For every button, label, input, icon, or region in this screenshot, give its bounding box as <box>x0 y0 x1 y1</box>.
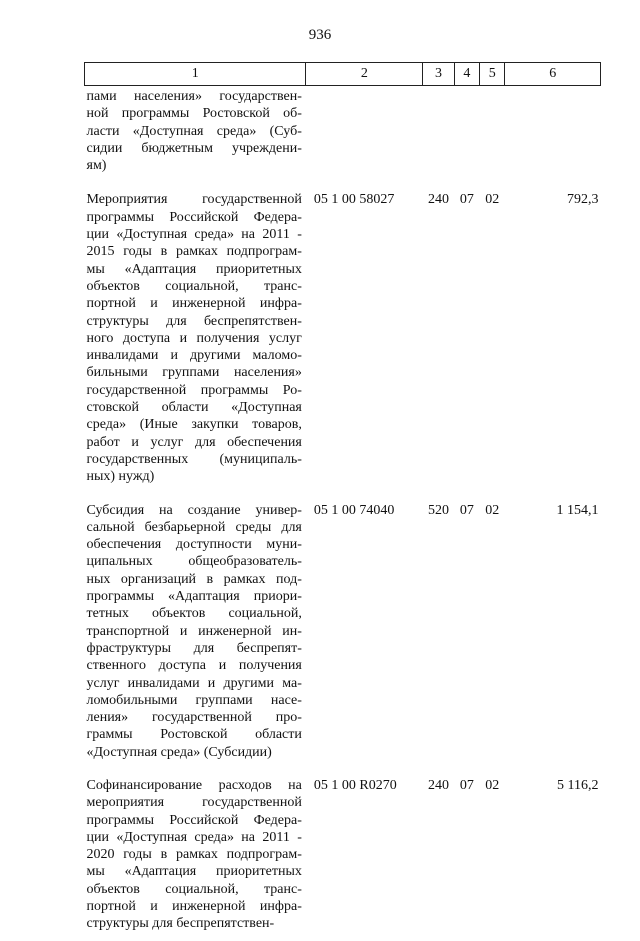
description-line: структуры для беспрепятствен- <box>86 916 275 932</box>
description-line: программы Российской Федера- <box>86 209 302 225</box>
row-description <box>85 769 306 941</box>
row-amount: 1 154,1 <box>556 502 599 518</box>
description-line: сальной безбарьерной среды для <box>86 519 302 535</box>
description-line: среда» (Иные закупки товаров, <box>86 417 302 433</box>
header-col-5: 5 <box>480 63 505 86</box>
description-line: программы «Адаптация приори- <box>86 589 302 605</box>
row-description-text <box>85 88 306 174</box>
description-line: Софинансирование расходов на <box>86 777 302 793</box>
description-line: мы «Адаптация приоритетных <box>86 261 302 277</box>
description-line: ной программы Ростовской об- <box>86 106 302 122</box>
table-row <box>85 769 601 941</box>
row-col-3: 240 <box>428 192 450 208</box>
description-line: ции «Доступная среда» на 2011 - <box>86 829 302 845</box>
description-line: ции «Доступная среда» на 2011 - <box>86 227 302 243</box>
description-line: фраструктуры для беспрепят- <box>86 640 302 656</box>
description-line: ципальных общеобразователь- <box>86 554 302 570</box>
description-line: ного доступа и получения услуг <box>86 330 302 346</box>
description-line: мы «Адаптация приоритетных <box>86 864 302 880</box>
row-description-text <box>85 191 306 485</box>
row-amount <box>505 86 601 184</box>
row-code: 05 1 00 58027 <box>313 192 395 208</box>
description-line: сидии бюджетным учреждени- <box>86 140 302 156</box>
header-col-4: 4 <box>454 63 479 86</box>
table-row <box>85 494 601 769</box>
description-line: ных) нужд) <box>86 469 155 485</box>
description-line: Субсидия на создание универ- <box>86 502 302 518</box>
description-line: мероприятия государственной <box>86 795 302 811</box>
row-col-5 <box>480 86 505 184</box>
row-col-4: 07 <box>459 777 474 793</box>
header-col-2: 2 <box>306 63 423 86</box>
description-line: транспортной и инженерной ин- <box>86 623 302 639</box>
budget-table <box>84 62 601 941</box>
description-line: ласти «Доступная среда» (Суб- <box>86 123 302 139</box>
header-col-3: 3 <box>423 63 454 86</box>
description-line: ственного доступа и получения <box>86 658 302 674</box>
row-col-4 <box>454 86 479 184</box>
row-col-5: 02 <box>485 777 500 793</box>
row-col-3: 240 <box>428 777 450 793</box>
row-code <box>306 86 423 184</box>
description-line: портной и инженерной инфра- <box>86 899 302 915</box>
description-line: 2015 годы в рамках подпрограм- <box>86 244 302 260</box>
description-line: Мероприятия государственной <box>86 192 302 208</box>
row-col-5: 02 <box>485 502 500 518</box>
description-line: инвалидами и другими маломо- <box>86 348 302 364</box>
description-line: бильными группами населения» <box>86 365 302 381</box>
description-line: обеспечения доступности муни- <box>86 537 302 553</box>
table-row <box>85 86 601 184</box>
description-line: работ и услуг для обеспечения <box>86 434 302 450</box>
row-amount: 792,3 <box>567 192 599 208</box>
description-line: ям) <box>86 158 107 174</box>
description-line: структуры для беспрепятствен- <box>86 313 302 329</box>
row-col-3 <box>423 86 454 184</box>
description-line: государственных (муниципаль- <box>86 451 302 467</box>
row-col-5: 02 <box>485 192 500 208</box>
description-line: программы Российской Федера- <box>86 812 302 828</box>
row-description <box>85 183 306 493</box>
description-line: ления» государственной про- <box>86 710 302 726</box>
row-amount: 5 116,2 <box>557 777 599 793</box>
header-col-1: 1 <box>85 63 306 86</box>
description-line: услуг инвалидами и другими ма- <box>86 675 302 691</box>
description-line: тетных объектов социальной, <box>86 606 302 622</box>
row-col-4: 07 <box>459 502 474 518</box>
description-line: пами населения» государствен- <box>86 89 302 104</box>
row-col-4: 07 <box>459 192 474 208</box>
description-line: «Доступная среда» (Субсидии) <box>86 744 272 760</box>
description-line: объектов социальной, транс- <box>86 881 302 897</box>
row-description-text <box>85 777 306 933</box>
table-header-row <box>85 63 601 86</box>
description-line: портной и инженерной инфра- <box>86 296 302 312</box>
description-line: граммы Ростовской области <box>86 727 302 743</box>
row-description <box>85 494 306 769</box>
row-col-3: 520 <box>428 502 450 518</box>
table-row <box>85 183 601 493</box>
description-line: государственной программы Ро- <box>86 382 302 398</box>
row-code: 05 1 00 74040 <box>313 502 395 518</box>
row-description <box>85 86 306 184</box>
description-line: стовской области «Доступная <box>86 400 302 416</box>
description-line: ных организаций в рамках под- <box>86 571 302 587</box>
description-line: объектов социальной, транс- <box>86 278 302 294</box>
description-line: 2020 годы в рамках подпрограм- <box>86 847 302 863</box>
description-line: ломобильными группами насе- <box>86 692 302 708</box>
row-code: 05 1 00 R0270 <box>313 777 397 793</box>
header-col-6: 6 <box>505 63 601 86</box>
page-number: 936 <box>308 27 332 43</box>
row-description-text <box>85 502 306 761</box>
